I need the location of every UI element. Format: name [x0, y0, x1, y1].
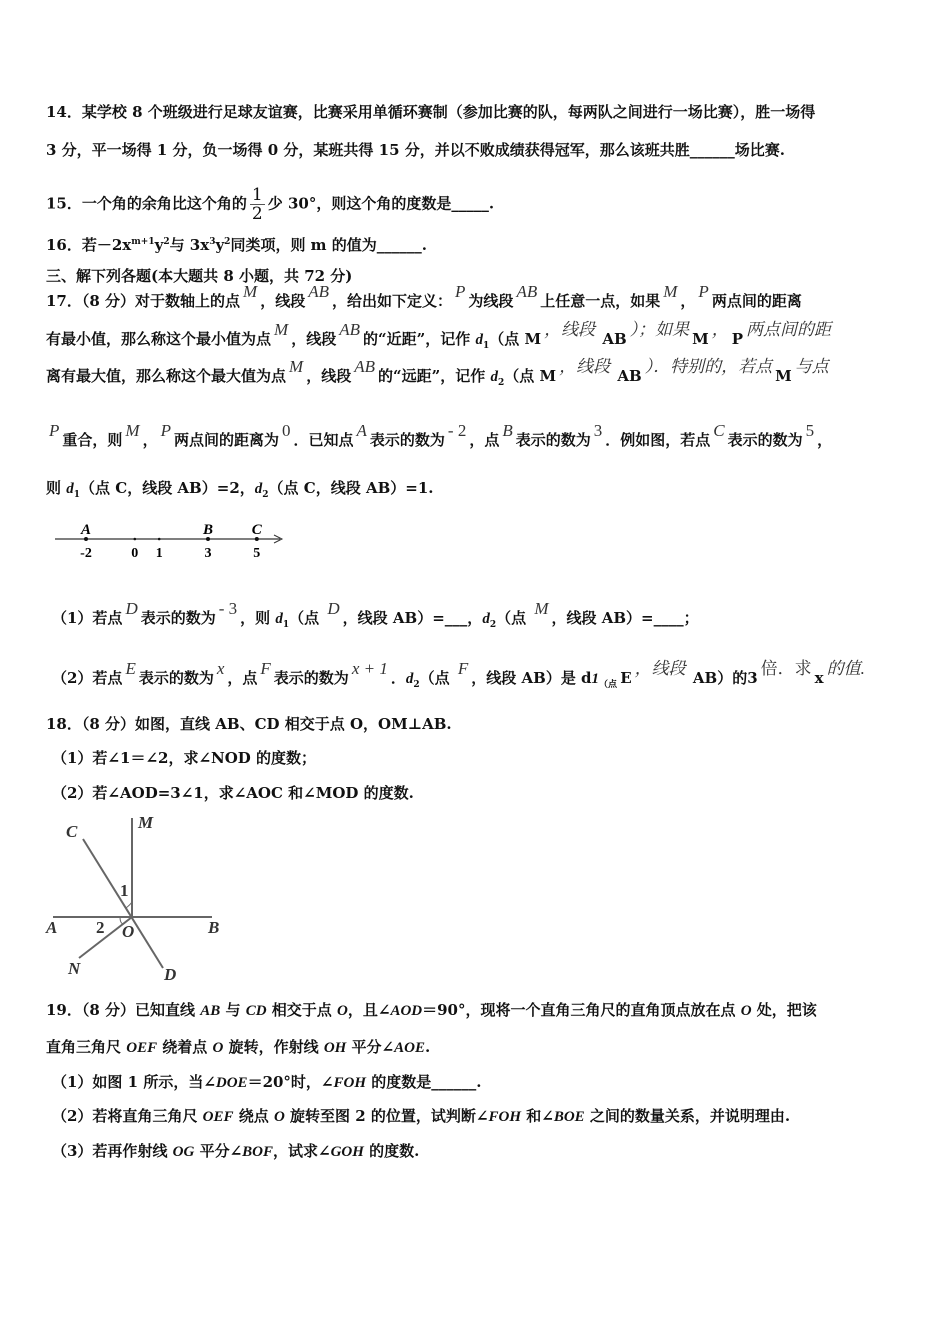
math-symbol: 1 [591, 671, 600, 687]
math-symbol: 0 [282, 421, 291, 440]
math-symbol: O [740, 1003, 752, 1019]
text-segment: （点 [504, 367, 540, 385]
math-symbol: O [212, 1040, 224, 1056]
q14-line1: 14．某学校 8 个班级进行足球友谊赛，比赛采用单循环赛制（参加比赛的队，每两队之间进行一场比赛），胜一场得 [46, 103, 816, 121]
label-d: D [164, 965, 177, 984]
math-symbol: 5 [805, 421, 815, 440]
q17-line5 [46, 478, 434, 505]
math-symbol: AB [516, 282, 538, 301]
q17-part1 [52, 599, 699, 635]
text-segment: C [115, 479, 128, 497]
label-angle2: 2 [96, 918, 105, 937]
math-symbol: O [337, 1003, 348, 1019]
text-segment: 重合，则 [62, 431, 123, 449]
math-symbol: P [49, 421, 60, 440]
math-symbol: OEF [126, 1040, 158, 1056]
math-symbol: B [502, 421, 513, 440]
denominator: 2 [251, 204, 263, 224]
tick-label: 5 [253, 546, 261, 561]
math-symbol: 2 [262, 490, 269, 500]
text-segment: 绕着点 [157, 1038, 213, 1056]
text-segment: 和∠ [521, 1107, 554, 1125]
math-symbol: M [663, 282, 678, 301]
text-segment: M [775, 367, 792, 385]
text-segment: 的“近距”，记作 [362, 330, 476, 348]
math-symbol: FOH [333, 1075, 367, 1091]
text-segment: ＝90°，现将一个直角三角尺的直角顶点放在点 [422, 1001, 741, 1019]
text-segment: ，则 [240, 609, 276, 627]
text-segment: 有最小值，那么称这个最小值为点 [46, 330, 272, 348]
text-segment: ，且∠ [347, 1001, 391, 1019]
math-symbol: A [356, 421, 367, 440]
text-segment: 绕点 [233, 1107, 274, 1125]
text-segment: （点 [289, 609, 325, 627]
line-cd [83, 839, 163, 968]
exp: 2 [224, 237, 231, 247]
label-c: C [66, 822, 78, 841]
math-symbol: d [482, 611, 490, 627]
point-label: B [202, 522, 214, 538]
text-segment: 相交于点 [266, 1001, 338, 1019]
math-symbol: 3 [593, 421, 603, 440]
text-segment: ．例如图，若点 [605, 431, 711, 449]
text-segment: ，线段 [306, 367, 352, 385]
text-segment: 为线段 [468, 292, 514, 310]
tick-label: 0 [131, 546, 139, 561]
math-symbol: C [713, 421, 725, 440]
q18-part2: （2）若∠AOD=3∠1，求∠AOC 和∠MOD 的度数. [52, 784, 414, 802]
text-segment: （点 [489, 330, 525, 348]
text-segment: E [620, 669, 632, 687]
math-symbol: d [254, 481, 263, 497]
exp: m+1 [131, 237, 155, 247]
text-segment: AB [521, 669, 546, 687]
q15-text-a: 15．一个角的余角比这个角的 [46, 194, 247, 213]
t: y [154, 236, 164, 254]
math-symbol: AOD [390, 1003, 423, 1019]
label-angle1: 1 [120, 881, 129, 900]
text-segment: M [539, 367, 557, 385]
math-symbol: M [125, 421, 140, 440]
text-segment: 平分∠ [194, 1142, 243, 1160]
text-segment: AB [601, 609, 627, 627]
number-line-figure [0, 515, 300, 565]
text-segment: x [814, 669, 824, 687]
text-segment: 19．（8 分）已知直线 [46, 1001, 201, 1019]
math-symbol: BOF [242, 1144, 273, 1160]
angle-figure [40, 810, 240, 990]
text-segment: 之间的数量关系，并说明理由. [584, 1107, 791, 1125]
text-segment: ， [680, 292, 696, 310]
math-symbol: d [475, 332, 483, 348]
q19-part1 [52, 1072, 481, 1093]
math-symbol: ，线段 [634, 659, 690, 678]
text-segment: AB [365, 479, 391, 497]
math-symbol: AOE [394, 1040, 425, 1056]
math-symbol: x + 1 [351, 659, 388, 678]
math-symbol: - 3 [218, 599, 238, 618]
label-m: M [138, 813, 154, 832]
math-symbol: 1 [282, 620, 290, 630]
text-segment: ，线段 [315, 479, 366, 497]
text-segment: 表示的数为 [515, 431, 591, 449]
text-segment: ．已知点 [293, 431, 354, 449]
text-segment: 17．（8 分）对于数轴上的点 [46, 292, 241, 310]
text-segment: ）=2， [201, 479, 255, 497]
q19-part3 [52, 1141, 419, 1162]
tick-label: 3 [204, 546, 212, 561]
math-symbol: F [260, 659, 271, 678]
math-symbol: AB [200, 1003, 221, 1019]
math-symbol: O [273, 1109, 285, 1125]
text-segment: （2）若将直角三角尺 [52, 1107, 203, 1125]
q16 [46, 232, 427, 255]
math-symbol: CD [245, 1003, 267, 1019]
text-segment: ）是 [545, 669, 582, 687]
text-segment: （点 [268, 479, 304, 497]
text-segment: ，线段 [291, 330, 337, 348]
q15-text-b: 少 30°，则这个角的度数是_____. [267, 194, 495, 213]
math-symbol: 1 [482, 341, 490, 351]
text-segment: （点 [419, 669, 455, 687]
q18-part1: （1）若∠1＝∠2，求∠NOD 的度数； [52, 749, 317, 767]
math-symbol: D [125, 599, 138, 618]
text-segment: ）=____； [626, 609, 699, 627]
text-segment: 旋转，作射线 [223, 1038, 324, 1056]
q19-part2 [52, 1106, 790, 1127]
text-segment: （点 [80, 479, 116, 497]
math-symbol: P [160, 421, 171, 440]
label-o: O [122, 922, 135, 941]
text-segment: ，点 [227, 669, 258, 687]
math-symbol: OG [172, 1144, 195, 1160]
tick-label: 1 [155, 546, 163, 561]
text-segment: . [424, 1038, 431, 1056]
fraction [250, 186, 265, 223]
text-segment: d [581, 669, 592, 687]
math-symbol: ）．特别的，若点 [644, 357, 773, 376]
math-symbol: 的值. [826, 659, 865, 678]
text-segment: 的“远距”，记作 [377, 367, 491, 385]
math-symbol: d [66, 481, 74, 497]
math-symbol: GOH [330, 1144, 364, 1160]
math-symbol: ，线段 [544, 320, 600, 339]
q17-line1 [46, 282, 802, 311]
text-segment: ＝20°时，∠ [247, 1073, 334, 1091]
point-label: A [80, 522, 92, 538]
label-b: B [208, 918, 220, 937]
text-segment: ，点 [469, 431, 500, 449]
text-segment: 表示的数为 [369, 431, 445, 449]
text-segment: 与 [220, 1001, 246, 1019]
q17-line2 [46, 320, 834, 356]
math-symbol: D [327, 599, 340, 618]
math-symbol: BOE [553, 1109, 585, 1125]
text-segment: ）=___， [417, 609, 483, 627]
q17-line4 [46, 421, 833, 450]
text-segment: AB [177, 479, 202, 497]
q14-line2: 3 分，平一场得 1 分，负一场得 0 分，某班共得 15 分，并以不败成绩获得冠军，那么该班共胜______场比赛. [46, 141, 785, 159]
section-heading: 三、解下列各题(本大题共 8 小题，共 72 分) [46, 267, 353, 285]
text-segment: ，试求∠ [272, 1142, 331, 1160]
text-segment: 两点间的距离 [711, 292, 802, 310]
q18-line1: 18．（8 分）如图，直线 AB、CD 相交于点 O，OM⊥AB. [46, 715, 452, 733]
tick-label: -2 [80, 546, 92, 561]
math-symbol: AB [354, 357, 375, 376]
t: y [215, 236, 225, 254]
text-segment: C [303, 479, 316, 497]
text-segment: AB [692, 669, 718, 687]
text-segment: （3）若再作射线 [52, 1142, 173, 1160]
text-segment: AB [602, 330, 627, 348]
text-segment: ）的 [717, 669, 748, 687]
text-segment: 3 [747, 669, 758, 687]
text-segment: （1）若点 [52, 609, 123, 627]
math-symbol: M [289, 357, 304, 376]
math-symbol: - 2 [447, 421, 467, 440]
text-segment: ，给出如下定义： [332, 292, 453, 310]
exp: 2 [163, 237, 170, 247]
text-segment: 则 [46, 479, 67, 497]
text-segment: 表示的数为 [273, 669, 349, 687]
math-symbol: F [457, 659, 469, 678]
math-symbol: d [405, 671, 414, 687]
q15 [46, 186, 494, 223]
tick-dot [158, 538, 161, 541]
q19-line1 [46, 1000, 817, 1021]
text-segment: P [731, 330, 744, 348]
math-symbol: 2 [497, 378, 505, 388]
text-segment: （2）若点 [52, 669, 123, 687]
math-symbol: 1 [73, 490, 80, 500]
text-segment: ，线段 [551, 609, 602, 627]
label-a: A [46, 918, 58, 937]
t: 同类项，则 m 的值为______. [230, 236, 427, 254]
math-symbol: M [534, 599, 549, 618]
math-symbol: M [243, 282, 258, 301]
numerator: 1 [251, 185, 263, 205]
q17-part2 [52, 659, 868, 695]
math-symbol: x [216, 659, 225, 678]
text-segment: 处，把该 [751, 1001, 817, 1019]
text-segment: 表示的数为 [140, 609, 216, 627]
text-segment: ，线段 [260, 292, 306, 310]
text-segment: 旋转至图 2 的位置，试判断∠ [284, 1107, 489, 1125]
point-label: C [251, 522, 262, 538]
text-segment: M [692, 330, 709, 348]
tick-dot [134, 538, 137, 541]
text-segment: ，线段 [471, 669, 522, 687]
math-symbol: P [455, 282, 466, 301]
text-segment: ）=1. [390, 479, 434, 497]
math-symbol: 2 [489, 620, 497, 630]
math-symbol: FOH [488, 1109, 522, 1125]
text-segment: 的度数. [363, 1142, 420, 1160]
math-symbol: OEF [202, 1109, 234, 1125]
text-segment: M [524, 330, 542, 348]
math-symbol: AB [308, 282, 330, 301]
text-segment: （1）如图 1 所示，当∠ [52, 1073, 216, 1091]
math-symbol: ，线段 [559, 357, 615, 376]
text-segment: 离有最大值，那么称这个最大值为点 [46, 367, 287, 385]
text-segment: ． [390, 669, 406, 687]
math-symbol: （点 [599, 680, 621, 690]
text-segment: 表示的数为 [727, 431, 803, 449]
text-segment: 上任意一点，如果 [540, 292, 661, 310]
text-segment: AB [617, 367, 642, 385]
text-segment: ，线段 [127, 479, 178, 497]
text-segment: ， [142, 431, 158, 449]
text-segment: （点 [496, 609, 532, 627]
math-symbol: ）；如果 [629, 320, 690, 339]
label-n: N [68, 959, 81, 978]
q19-line2 [46, 1037, 430, 1058]
math-symbol: ， [711, 320, 729, 339]
text-segment: ， [817, 431, 833, 449]
text-segment: 表示的数为 [138, 669, 214, 687]
number-line-marks [80, 522, 263, 561]
math-symbol: d [275, 611, 283, 627]
math-symbol: 与点 [794, 357, 829, 376]
text-segment: 平分∠ [346, 1038, 395, 1056]
text-segment: AB [392, 609, 418, 627]
t: 与 3x [169, 236, 210, 254]
text-segment: 的度数是______. [366, 1073, 482, 1091]
math-symbol: d [490, 369, 498, 385]
text-segment: ，线段 [342, 609, 393, 627]
text-segment: 两点间的距离为 [173, 431, 279, 449]
math-symbol: E [125, 659, 136, 678]
math-symbol: DOE [215, 1075, 248, 1091]
math-symbol: P [698, 282, 709, 301]
q17-line3 [46, 357, 832, 393]
math-symbol: 2 [413, 680, 420, 690]
math-symbol: OH [323, 1040, 347, 1056]
math-symbol: 倍．求 [760, 659, 812, 678]
math-symbol: M [274, 320, 289, 339]
text-segment: 直角三角尺 [46, 1038, 127, 1056]
exp: 3 [209, 237, 216, 247]
math-symbol: AB [339, 320, 360, 339]
t: 16．若－2x [46, 236, 132, 254]
math-symbol: 两点间的距 [746, 320, 832, 339]
